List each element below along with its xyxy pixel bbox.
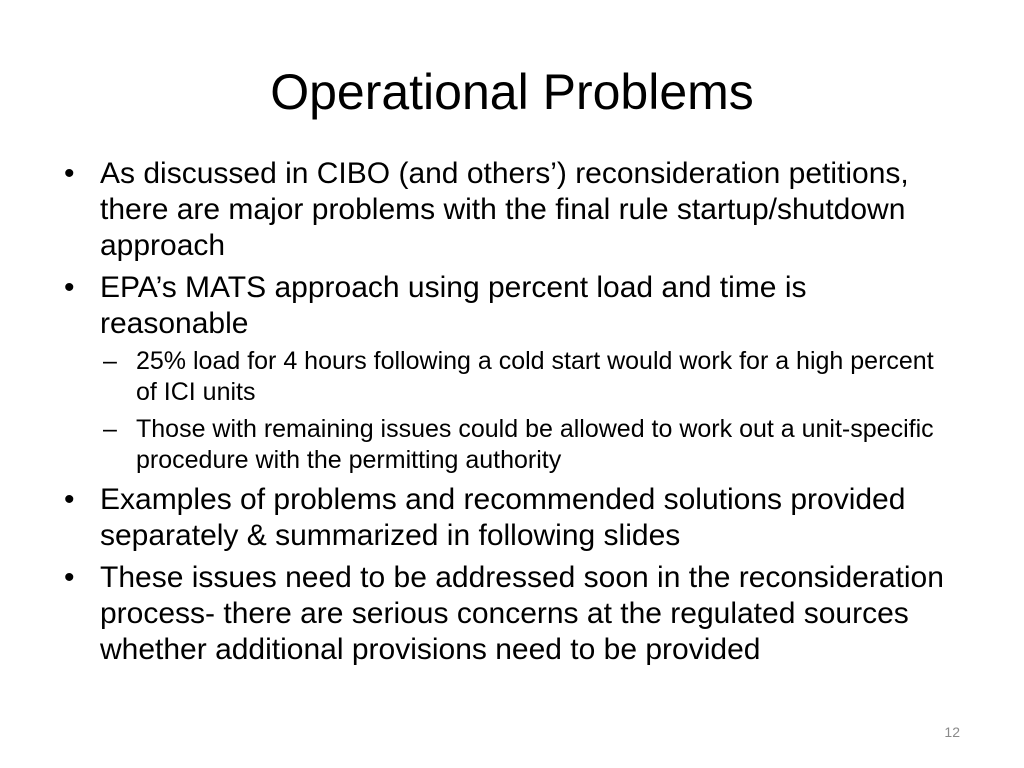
dash-marker: –: [103, 347, 117, 375]
bullet-marker: •: [64, 561, 75, 594]
page-number: 12: [944, 724, 960, 740]
bullet-text: As discussed in CIBO (and others’) reconsideration petitions, there are major problems with the final rule startup/shutdown approach: [100, 157, 909, 262]
bullet-marker: •: [64, 157, 75, 190]
bullet-marker: •: [64, 271, 75, 304]
bullet-list: [60, 156, 960, 674]
bullet-item: [60, 482, 960, 554]
bullet-item: [60, 560, 960, 668]
bullet-marker: •: [64, 483, 75, 516]
sub-bullet-text: 25% load for 4 hours following a cold start would work for a high percent of ICI units: [136, 347, 934, 406]
bullet-item: [60, 156, 960, 264]
sub-bullet-text: Those with remaining issues could be allowed to work out a unit-specific procedure with the permitting authority: [136, 415, 934, 474]
sub-bullet-item: [90, 346, 960, 408]
sub-bullet-list: [100, 346, 960, 476]
bullet-text: EPA’s MATS approach using percent load and time is reasonable: [100, 271, 807, 340]
bullet-text: Examples of problems and recommended solutions provided separately & summarized in following slides: [100, 483, 906, 552]
dash-marker: –: [103, 415, 117, 443]
sub-bullet-item: [90, 414, 960, 476]
bullet-item: [60, 270, 960, 476]
slide-title: Operational Problems: [270, 64, 754, 120]
bullet-text: These issues need to be addressed soon in the reconsideration process- there are serious concerns at the regulated sources whether additional provisions need to be provided: [100, 561, 944, 666]
